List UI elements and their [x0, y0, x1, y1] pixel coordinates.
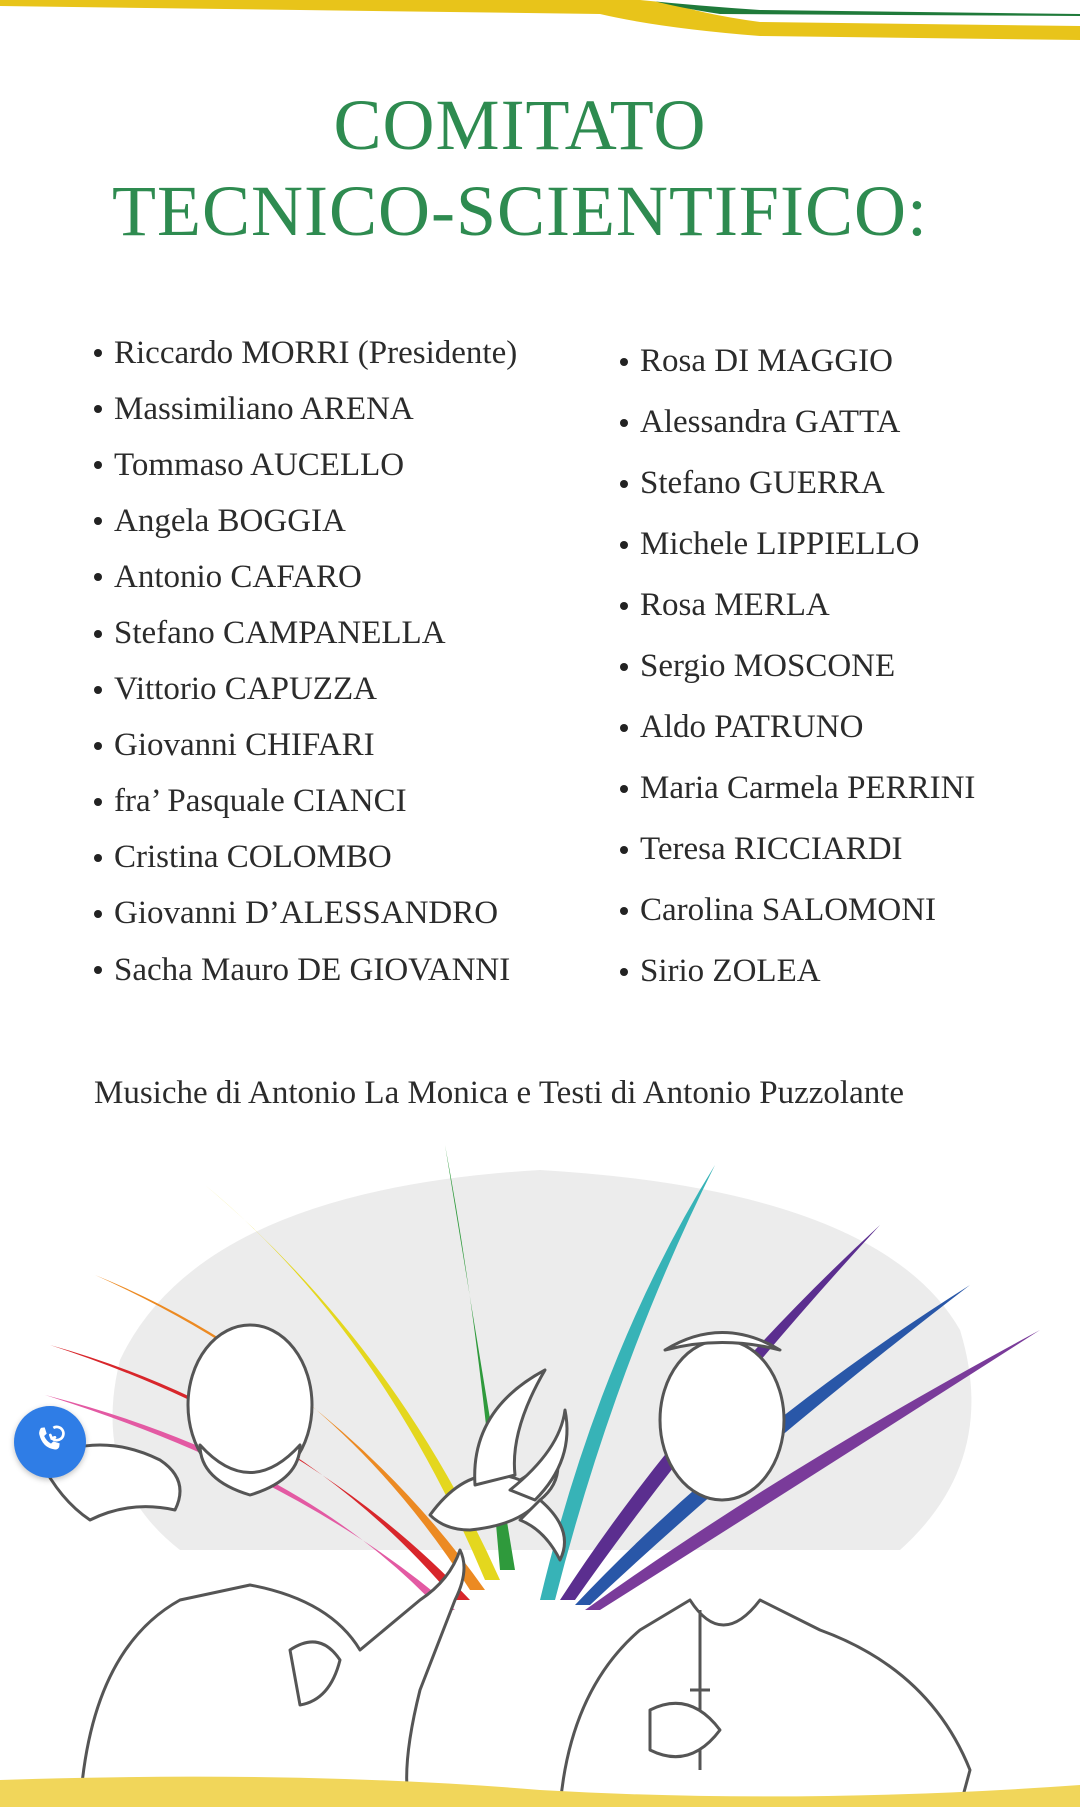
list-item: Antonio CAFARO [94, 549, 517, 605]
list-item: Teresa RICCIARDI [620, 819, 975, 880]
bullet-icon [620, 480, 628, 488]
bullet-icon [94, 573, 102, 581]
bullet-icon [620, 663, 628, 671]
bullet-icon [620, 602, 628, 610]
credits-text: Musiche di Antonio La Monica e Testi di Antonio Puzzolante [94, 1075, 905, 1111]
phone-refresh-icon [30, 1422, 70, 1462]
bullet-icon [620, 846, 628, 854]
list-item: Rosa DI MAGGIO [620, 331, 975, 392]
list-item: Stefano CAMPANELLA [94, 605, 517, 661]
list-item: Sergio MOSCONE [620, 636, 975, 697]
list-item: Giovanni CHIFARI [94, 718, 517, 774]
members-list-right [620, 331, 975, 1002]
page-title [0, 82, 1040, 254]
list-item: Giovanni D’ALESSANDRO [94, 886, 517, 942]
list-item: Carolina SALOMONI [620, 880, 975, 941]
bullet-icon [94, 854, 102, 862]
list-item: Michele LIPPIELLO [620, 514, 975, 575]
bullet-icon [620, 907, 628, 915]
bullet-icon [94, 966, 102, 974]
list-item: Rosa MERLA [620, 575, 975, 636]
list-item: fra’ Pasquale CIANCI [94, 774, 517, 830]
bullet-icon [94, 798, 102, 806]
bullet-icon [94, 517, 102, 525]
saints-illustration [0, 1130, 1080, 1807]
list-item: Aldo PATRUNO [620, 697, 975, 758]
bullet-icon [94, 910, 102, 918]
bullet-icon [94, 630, 102, 638]
top-decorative-band [0, 0, 1080, 44]
bullet-icon [620, 785, 628, 793]
bullet-icon [620, 419, 628, 427]
list-item: Riccardo MORRI (Presidente) [94, 325, 517, 381]
bullet-icon [94, 405, 102, 413]
bullet-icon [94, 742, 102, 750]
list-item: Stefano GUERRA [620, 453, 975, 514]
bullet-icon [94, 461, 102, 469]
list-item: Vittorio CAPUZZA [94, 662, 517, 718]
list-item: Cristina COLOMBO [94, 830, 517, 886]
members-list-left [94, 325, 517, 998]
bullet-icon [620, 358, 628, 366]
list-item: Alessandra GATTA [620, 392, 975, 453]
title-line-2: TECNICO-SCIENTIFICO: [112, 171, 928, 251]
list-item: Sacha Mauro DE GIOVANNI [94, 942, 517, 998]
list-item: Angela BOGGIA [94, 493, 517, 549]
title-line-1: COMITATO [333, 85, 707, 165]
list-item: Maria Carmela PERRINI [620, 758, 975, 819]
bullet-icon [620, 724, 628, 732]
list-item: Massimiliano ARENA [94, 381, 517, 437]
bullet-icon [620, 541, 628, 549]
bullet-icon [620, 968, 628, 976]
bullet-icon [94, 686, 102, 694]
list-item: Sirio ZOLEA [620, 941, 975, 1002]
floating-call-button[interactable] [14, 1406, 86, 1478]
bullet-icon [94, 349, 102, 357]
list-item: Tommaso AUCELLO [94, 437, 517, 493]
